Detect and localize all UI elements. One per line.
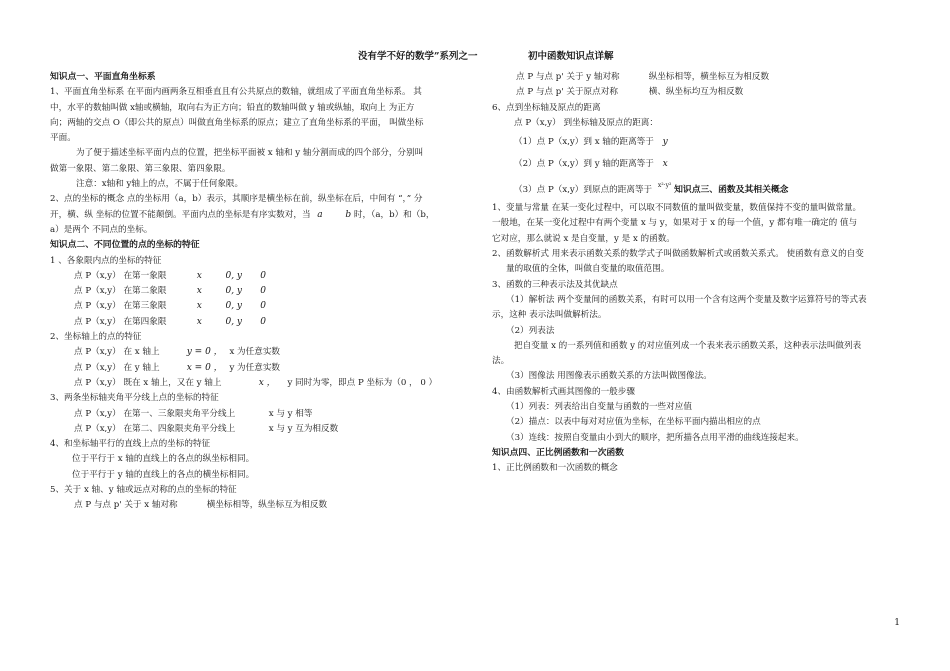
symmetry-row	[492, 70, 910, 85]
math-expr: 0, y	[225, 270, 243, 281]
page-number: 1	[894, 618, 900, 628]
axis-row	[50, 345, 465, 360]
math-expr: 0, y	[225, 316, 243, 327]
paragraph-line	[50, 208, 465, 223]
axis-label: 点 P（x,y） 在 x 轴上	[74, 347, 160, 358]
bisector-row	[50, 422, 465, 437]
symmetry-row	[492, 85, 910, 100]
distance-line	[492, 175, 910, 201]
paragraph-line: 为了便于描述坐标平面内点的位置，把坐标平面被 x 轴和 y 轴分割而成的四个部分，分别叫	[76, 148, 424, 159]
math-x: x	[662, 159, 668, 170]
note-line: 注意：x轴和 y轴上的点，不属于任何象限。	[76, 179, 244, 190]
math-expr: x = 0 ，	[186, 362, 223, 373]
subsection-title: 1 、各象限内点的坐标的特征	[50, 255, 162, 266]
math-x: x	[196, 316, 202, 327]
math-x: x	[196, 301, 202, 312]
subsection-title: 4、由函数解析式画其图像的一般步骤	[492, 386, 635, 397]
bisector-label: 点 P（x,y） 在第一、三象限夹角平分线上	[74, 408, 236, 419]
paragraph-line: 1、变量与常量 在某一变化过程中，可以取不同数值的量叫做变量，数值保持不变的量叫做常量。	[492, 203, 862, 214]
quadrant-row	[50, 299, 465, 314]
bisector-note: x 与 y 互为相反数	[268, 423, 339, 434]
symmetry-label: 点 P 与点 p' 关于 y 轴对称	[516, 72, 620, 82]
subsection-title: 1、正比例函数和一次函数的概念	[492, 463, 618, 474]
subsection-title: 3、函数的三种表示法及其优缺点	[492, 279, 618, 290]
math-y: y	[662, 137, 668, 148]
math-zero: 0	[260, 301, 266, 312]
paragraph-line: 平面。	[50, 133, 76, 144]
section-heading-1: 知识点一、平面直角坐标系	[50, 72, 156, 82]
axis-note: y 同时为零，即点 P 坐标为（0 ， 0 ）	[287, 377, 438, 388]
math-expr: 0, y	[225, 301, 243, 312]
math-x: x	[196, 270, 202, 281]
quadrant-label: 点 P（x,y） 在第三象限	[74, 301, 167, 312]
paragraph-line: 位于平行于 x 轴的直线上的各点的纵坐标相同。	[72, 454, 255, 465]
paragraph-line: （3）图像法 用图像表示函数关系的方法叫做图像法。	[506, 371, 712, 382]
step-line: （1）列表：列表给出自变量与函数的一些对应值	[506, 402, 692, 413]
series-title: 没有学不好的数学”系列之一	[358, 51, 478, 62]
paragraph-line: 向；两轴的交点 O（即公共的原点）叫做直角坐标系的原点；建立了直角坐标系的平面， 叫做坐标	[50, 117, 424, 128]
paragraph-line: 把自变量 x 的一系列值和函数 y 的对应值列成一个表来表示函数关系，这种表示法叫做列表	[514, 340, 862, 351]
math-expr: 0, y	[225, 286, 243, 297]
quadrant-row	[50, 284, 465, 299]
subsection-title: 4、和坐标轴平行的直线上点的坐标的特征	[50, 439, 211, 450]
quadrant-label: 点 P（x,y） 在第二象限	[74, 286, 167, 297]
symmetry-row	[50, 498, 465, 513]
paragraph-line: 位于平行于 y 轴的直线上的各点的横坐标相同。	[72, 469, 255, 480]
math-a: a	[317, 209, 323, 220]
paragraph-line: （2）列表法	[506, 325, 555, 336]
quadrant-row	[50, 315, 465, 330]
paragraph-line: 中，水平的数轴叫做 x轴或横轴，取向右为正方向；铅直的数轴叫做 y 轴或纵轴，取向上 为正方	[50, 102, 415, 113]
left-column	[50, 70, 465, 514]
axis-row	[50, 376, 465, 391]
math-expr: x ，	[258, 377, 276, 388]
axis-label: 点 P（x,y） 在 y 轴上	[74, 362, 160, 373]
math-sqrt-expr: x²·y²	[657, 182, 672, 190]
quadrant-label: 点 P（x,y） 在第一象限	[74, 270, 167, 281]
paragraph-line: 量的取值的全体，叫做自变量的取值范围。	[506, 264, 670, 275]
symmetry-note: 横坐标相等，纵坐标互为相反数	[206, 500, 328, 511]
subsection-title: 3、两条坐标轴夹角平分线上点的坐标的特征	[50, 393, 219, 404]
math-expr: y = 0 ，	[186, 347, 223, 358]
paragraph-line: 2、点的坐标的概念 点的坐标用（a，b）表示，其顺序是横坐标在前，纵坐标在后，中间有 “，” 分	[50, 194, 423, 205]
paragraph-line: a）是两个 不同点的坐标。	[50, 224, 153, 235]
axis-row	[50, 361, 465, 376]
bisector-label: 点 P（x,y） 在第二、四象限夹角平分线上	[74, 423, 236, 434]
paragraph-line: 2、函数解析式 用来表示函数关系的数学式子叫做函数解析式或函数关系式。 使函数有意义的自变	[492, 249, 864, 260]
math-zero: 0	[260, 316, 266, 327]
paragraph-line: 法。	[492, 356, 510, 367]
subsection-title: 6、点到坐标轴及原点的距离	[492, 102, 601, 113]
distance-text: （1）点 P（x,y）到 x 轴的距离等于	[514, 137, 654, 148]
distance-text: （3）点 P（x,y）到原点的距离等于	[514, 185, 653, 196]
math-zero: 0	[260, 286, 266, 297]
step-line: （3）连线：按照自变量由小到大的顺序，把所描各点用平滑的曲线连接起来。	[506, 432, 804, 443]
paragraph-line: 1、平面直角坐标系 在平面内画两条互相垂直且有公共原点的数轴，就组成了平面直角坐标系。 其	[50, 87, 422, 98]
right-column	[492, 70, 910, 477]
quadrant-label: 点 P（x,y） 在第四象限	[74, 316, 167, 327]
subsection-title: 2、坐标轴上的点的特征	[50, 332, 142, 343]
subsection-title: 5、关于 x 轴、y 轴或远点对称的点的坐标的特征	[50, 485, 237, 496]
distance-line	[492, 153, 910, 175]
symmetry-label: 点 P 与点 p' 关于原点对称	[516, 87, 618, 98]
paragraph-text: 开，横、纵 坐标的位置不能颠倒。平面内点的坐标是有序实数对，当	[50, 209, 311, 220]
paragraph-line: 它对应，那么就说 x 是自变量，y 是 x 的函数。	[492, 233, 675, 244]
math-b: b	[345, 209, 352, 220]
symmetry-label: 点 P 与点 p' 关于 x 轴对称	[74, 500, 178, 511]
section-heading-3: 知识点三、函数及其相关概念	[674, 185, 789, 196]
axis-note: x 为任意实数	[229, 347, 281, 358]
paragraph-line: 做第一象限、第二象限、第三象限、第四象限。	[50, 163, 231, 174]
bisector-note: x 与 y 相等	[268, 408, 313, 419]
step-line: （2）描点：以表中每对对应值为坐标，在坐标平面内描出相应的点	[506, 417, 761, 428]
paragraph-line: 点 P（x,y） 到坐标轴及原点的距离：	[514, 117, 658, 128]
topic-title: 初中函数知识点详解	[528, 51, 614, 62]
symmetry-note: 纵坐标相等，横坐标互为相反数	[648, 72, 770, 82]
section-heading-2: 知识点二、不同位置的点的坐标的特征	[50, 240, 200, 251]
distance-line	[492, 131, 910, 153]
math-x: x	[196, 286, 202, 297]
paragraph-line: 一般地，在某一变化过程中有两个变量 x 与 y，如果对于 x 的每一个值，y 都有唯一确定的 值与	[492, 218, 858, 229]
axis-note: y 为任意实数	[229, 362, 281, 373]
section-heading-4: 知识点四、正比例函数和一次函数	[492, 447, 624, 458]
symmetry-note: 横、纵坐标均互为相反数	[648, 87, 744, 98]
math-zero: 0	[260, 270, 266, 281]
paragraph-text: 时，（a，b）和（b，	[353, 209, 435, 220]
axis-label: 点 P（x,y） 既在 x 轴上，又在 y 轴上	[74, 377, 222, 388]
bisector-row	[50, 407, 465, 422]
quadrant-row	[50, 269, 465, 284]
distance-text: （2）点 P（x,y）到 y 轴的距离等于	[514, 159, 654, 170]
paragraph-line: （1）解析法 两个变量间的函数关系，有时可以用一个含有这两个变量及数字运算符号的等式表	[506, 294, 867, 305]
paragraph-line: 示，这种 表示法叫做解析法。	[492, 310, 607, 321]
